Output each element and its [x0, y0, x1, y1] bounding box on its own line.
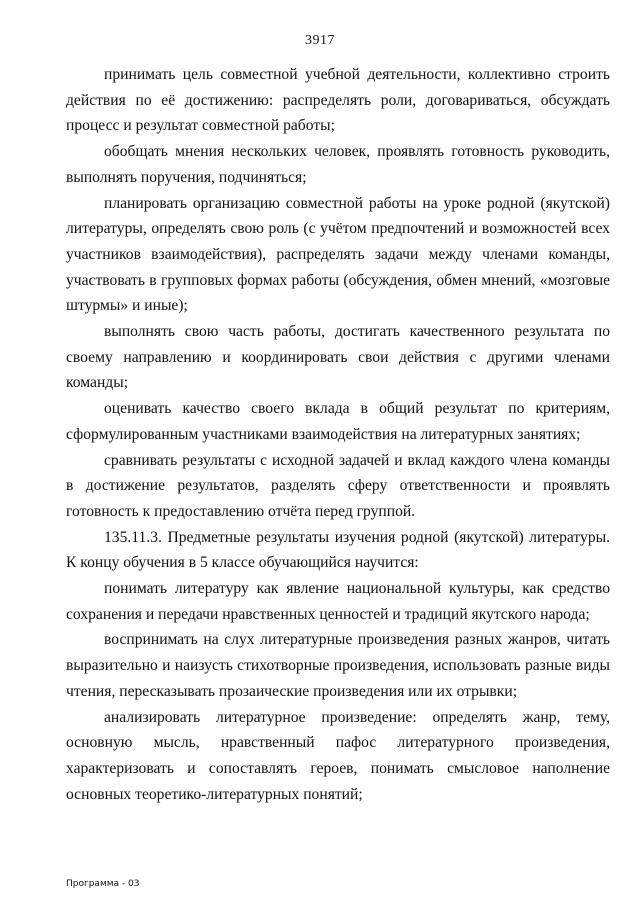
paragraph-4: выполнять свою часть работы, достигать качественного результата по своему направлению и координировать свои действия с другими членами команды; [66, 323, 610, 392]
paragraph-3: планировать организацию совместной работы на уроке родной (якутской) литературы, определять свою роль (с учётом предпочтений и возможностей всех участников взаимодействия), распределять задачи между членами команды, участвовать в групповых формах работы (обсуждения, обмен мнений, «мозговые штурмы» и иные); [66, 194, 610, 315]
paragraph-10: анализировать литературное произведение: определять жанр, тему, основную мысль, нравственный пафос литературного произведения, характеризовать и сопоставлять героев, понимать смысловое наполнение основных теоретико-литературных понятий; [66, 708, 610, 803]
body-text [66, 62, 610, 807]
paragraph-1: принимать цель совместной учебной деятельности, коллективно строить действия по её достижению: распределять роли, договариваться, обсуждать процесс и результат совместной работы; [66, 66, 610, 135]
footer-label: Программа - 03 [66, 879, 140, 889]
page-number: 3917 [305, 33, 335, 48]
paragraph-5: оценивать качество своего вклада в общий результат по критериям, сформулированным участниками взаимодействия на литературных занятиях; [66, 400, 610, 443]
paragraph-8: понимать литературу как явление национальной культуры, как средство сохранения и передачи нравственных ценностей и традиций якутского народа; [66, 580, 610, 623]
paragraph-9: воспринимать на слух литературные произведения разных жанров, читать выразительно и наизусть стихотворные произведения, использовать разные виды чтения, пересказывать прозаические произведения или их отрывки; [66, 631, 610, 700]
paragraph-7: 135.11.3. Предметные результаты изучения родной (якутской) литературы. К концу обучения в 5 классе обучающийся научится: [66, 528, 610, 572]
paragraph-2: обобщать мнения нескольких человек, проявлять готовность руководить, выполнять поручения, подчиняться; [66, 143, 610, 186]
paragraph-6: сравнивать результаты с исходной задачей и вклад каждого члена команды в достижение результатов, разделять сферу ответственности и проявлять готовность к предоставлению отчёта перед группой. [66, 451, 610, 520]
